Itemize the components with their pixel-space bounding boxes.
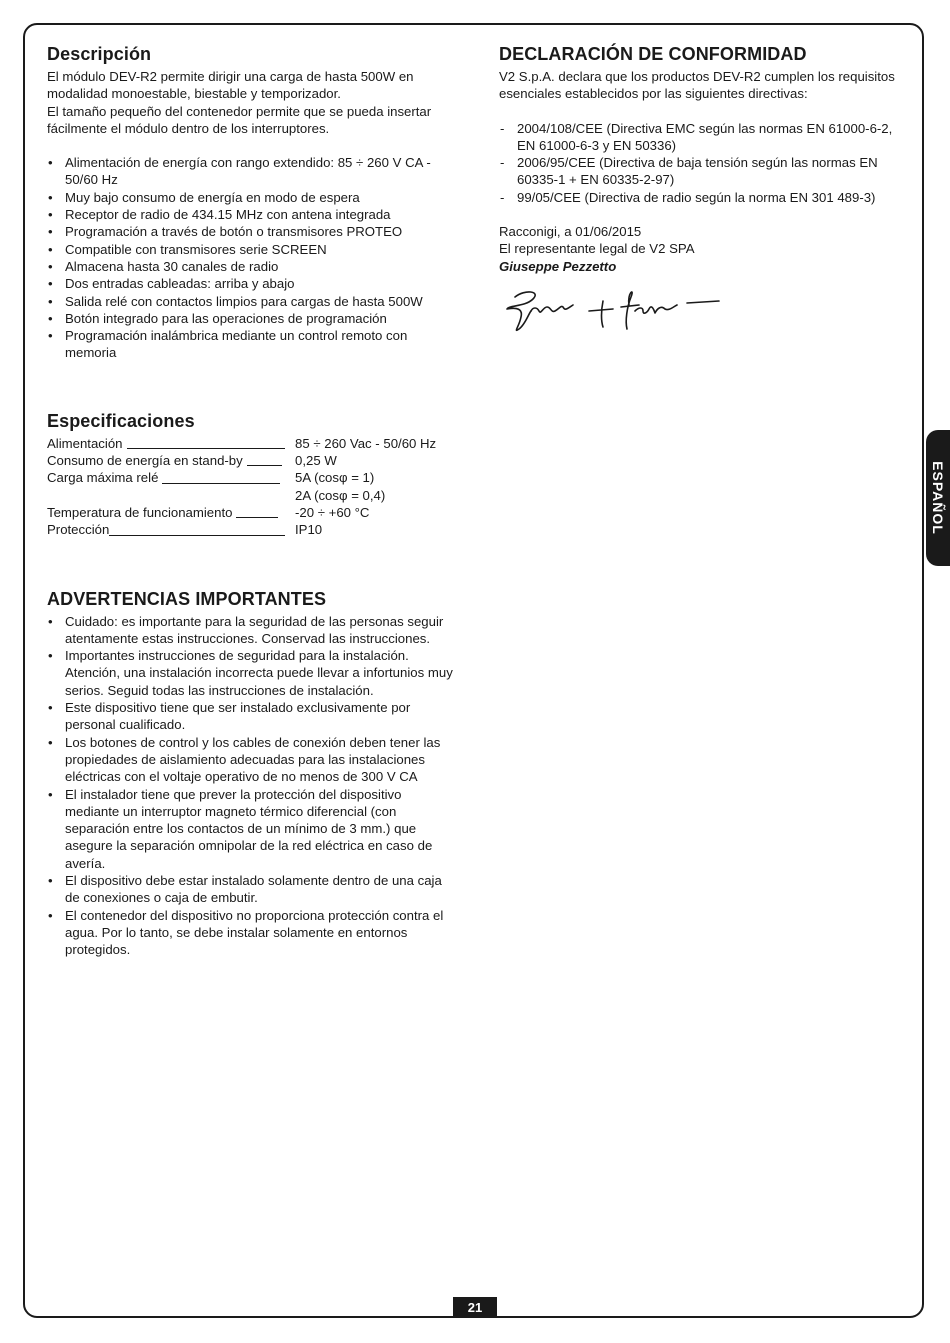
spec-label: Temperatura de funcionamiento (47, 504, 233, 520)
place-date: Racconigi, a 01/06/2015 (499, 224, 642, 240)
spec-value: 5A (cosφ = 1) (295, 470, 375, 486)
advertencias-section (47, 589, 457, 959)
list-item: • Programación inalámbrica mediante un control remoto con memoria (47, 327, 457, 362)
especificaciones-section (47, 411, 457, 539)
leader-line (247, 465, 282, 466)
spec-value: 0,25 W (295, 453, 337, 469)
leader-line (162, 483, 280, 484)
descripcion-section (47, 44, 457, 362)
list-item: • Salida relé con contactos limpios para cargas de hasta 500W (47, 293, 457, 310)
declaracion-section (499, 44, 909, 275)
list-item: • Dos entradas cableadas: arriba y abajo (47, 275, 457, 292)
language-tab-label-wrap (926, 430, 950, 566)
list-item: • Receptor de radio de 434.15 MHz con antena integrada (47, 206, 457, 223)
signature-image (503, 283, 723, 343)
leader-line (236, 517, 278, 518)
spec-row (47, 469, 457, 486)
list-item: • Programación a través de botón o transmisores PROTEO (47, 223, 457, 240)
spec-value: 85 ÷ 260 Vac - 50/60 Hz (295, 435, 437, 451)
list-item: - 99/05/CEE (Directiva de radio según la norma EN 301 489-3) (499, 189, 909, 206)
list-item: • El dispositivo debe estar instalado solamente dentro de una caja de conexiones o caja de embutir. (47, 872, 457, 907)
spec-label: Carga máxima relé (47, 470, 159, 486)
list-item: • Botón integrado para las operaciones de programación (47, 310, 457, 327)
list-item: • Compatible con transmisores serie SCREEN (47, 241, 457, 258)
descripcion-paragraph: El tamaño pequeño del contenedor permite que se pueda insertar fácilmente el módulo dentro de los interruptores. (47, 103, 432, 136)
descripcion-title: Descripción (47, 44, 152, 64)
representative: El representante legal de V2 SPA (499, 241, 695, 257)
list-item: • Muy bajo consumo de energía en modo de espera (47, 189, 457, 206)
spec-table (47, 435, 457, 539)
leader-line (109, 535, 285, 536)
signer-name: Giuseppe Pezzetto (499, 258, 617, 274)
list-item: • El contenedor del dispositivo no proporciona protección contra el agua. Por lo tanto, se debe instalar solamente en entornos protegidos. (47, 907, 457, 959)
list-item: - 2006/95/CEE (Directiva de baja tensión según las normas EN 60335-1 + EN 60335-2-97) (499, 154, 909, 189)
spec-value: 2A (cosφ = 0,4) (295, 487, 386, 503)
spec-value: -20 ÷ +60 °C (295, 504, 370, 520)
list-item: • Este dispositivo tiene que ser instalado exclusivamente por personal cualificado. (47, 699, 457, 734)
leader-line (127, 448, 285, 449)
spec-row (47, 504, 457, 521)
page-number: 21 (453, 1297, 497, 1318)
list-item: • Importantes instrucciones de seguridad para la instalación. Atención, una instalación incorrecta puede llevar a infortunios muy serios. Seguid todas las instrucciones de instalación. (47, 647, 457, 699)
directives-list (499, 120, 909, 206)
list-item: - 2004/108/CEE (Directiva EMC según las normas EN 61000-6-2, EN 61000-6-3 y EN 50336) (499, 120, 909, 155)
right-column (499, 44, 909, 275)
spec-label: Protección (47, 522, 110, 538)
spec-row (47, 487, 457, 504)
spec-row (47, 452, 457, 469)
list-item: • Los botones de control y los cables de conexión deben tener las propiedades de aislamiento adecuadas para las instalaciones eléctricas con el voltaje operativo de no menos de 300 V CA (47, 734, 457, 786)
features-list (47, 154, 457, 362)
list-item: • Alimentación de energía con rango extendido: 85 ÷ 260 V CA - 50/60 Hz (47, 154, 457, 189)
declaracion-intro: V2 S.p.A. declara que los productos DEV-R2 cumplen los requisitos esenciales establecidos por las siguientes directivas: (499, 69, 895, 102)
warnings-list (47, 613, 457, 959)
language-tab-label: ESPAÑOL (930, 461, 947, 535)
list-item: • Almacena hasta 30 canales de radio (47, 258, 457, 275)
list-item: • Cuidado: es importante para la seguridad de las personas seguir atentamente estas instrucciones. Conservad las instrucciones. (47, 613, 457, 648)
spec-value: IP10 (295, 522, 323, 538)
spec-row (47, 521, 457, 538)
spec-label: Alimentación (47, 435, 123, 451)
left-column (47, 44, 457, 958)
declaracion-title: DECLARACIÓN DE CONFORMIDAD (499, 44, 807, 64)
spec-label: Consumo de energía en stand-by (47, 453, 243, 469)
descripcion-paragraph: El módulo DEV-R2 permite dirigir una carga de hasta 500W en modalidad monoestable, biestable y temporizador. (47, 69, 414, 102)
spec-row (47, 435, 457, 452)
advertencias-title: ADVERTENCIAS IMPORTANTES (47, 588, 327, 609)
list-item: • El instalador tiene que prever la protección del dispositivo mediante un interruptor magneto térmico diferencial (con separación entre los contactos de un mínimo de 3 mm.) que asegure la separación omnipolar de la red eléctrica en caso de avería. (47, 786, 457, 872)
especificaciones-title: Especificaciones (47, 410, 195, 431)
